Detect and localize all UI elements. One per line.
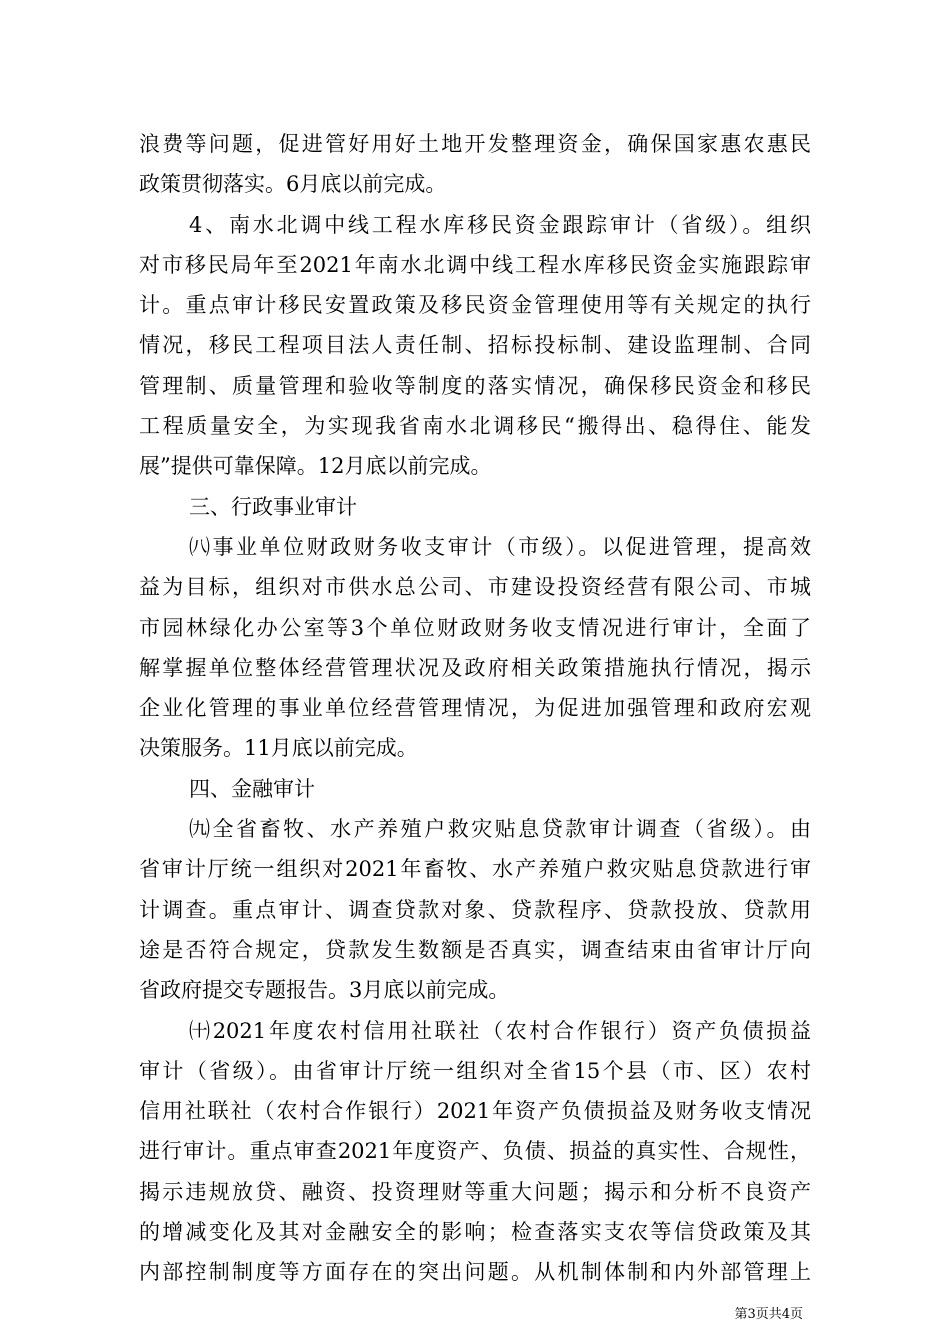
section-item-heading: ㈩2021年度农村信用社联社（农村合作银行）资产负债损益 <box>189 1018 811 1043</box>
section-item-heading: ㈨全省畜牧、水产养殖户救灾贴息贷款审计调查（省级）。由 <box>189 817 811 842</box>
document-body <box>139 124 811 1293</box>
text-line: 政策贯彻落实。6月底以前完成。 <box>139 172 447 197</box>
text-line: 企业化管理的事业单位经营管理情况，为促进加强管理和政府宏观 <box>139 696 811 721</box>
text-line: 益为目标，组织对市供水总公司、市建设投资经营有限公司、市城 <box>139 575 811 600</box>
text-line: 途是否符合规定，贷款发生数额是否真实，调查结束由省审计厅向 <box>139 937 811 962</box>
text-line: 审计（省级）。由省审计厅统一组织对全省15个县（市、区）农村 <box>139 1058 811 1083</box>
text-line: 省政府提交专题报告。3月底以前完成。 <box>139 978 510 1003</box>
text-line: 进行审计。重点审查2021年度资产、负债、损益的真实性、合规性， <box>139 1139 811 1164</box>
section-item-heading: ㈧事业单位财政财务收支审计（市级）。以促进管理，提高效 <box>189 534 811 559</box>
text-line: 解掌握单位整体经营管理状况及政府相关政策措施执行情况，揭示 <box>139 655 811 680</box>
section-item-heading: 4、南水北调中线工程水库移民资金跟踪审计（省级）。组织 <box>189 212 811 237</box>
text-line: 计。重点审计移民安置政策及移民资金管理使用等有关规定的执行 <box>139 293 811 318</box>
text-line: 揭示违规放贷、融资、投资理财等重大问题；揭示和分析不良资产 <box>139 1179 811 1204</box>
text-line: 管理制、质量管理和验收等制度的落实情况，确保移民资金和移民 <box>139 373 811 398</box>
text-line: 信用社联社（农村合作银行）2021年资产负债损益及财务收支情况 <box>139 1099 811 1124</box>
text-line: 省审计厅统一组织对2021年畜牧、水产养殖户救灾贴息贷款进行审 <box>139 857 811 882</box>
text-line: 决策服务。11月底以前完成。 <box>139 736 418 761</box>
text-line: 的增减变化及其对金融安全的影响；检查落实支农等信贷政策及其 <box>139 1220 811 1245</box>
text-line: 市园林绿化办公室等3个单位财政财务收支情况进行审计，全面了 <box>139 615 811 640</box>
section-heading: 三、行政事业审计 <box>189 494 357 519</box>
text-line: 计调查。重点审计、调查贷款对象、贷款程序、贷款投放、贷款用 <box>139 897 811 922</box>
text-line: 浪费等问题，促进管好用好土地开发整理资金，确保国家惠农惠民 <box>139 132 811 156</box>
text-line: 工程质量安全，为实现我省南水北调移民“搬得出、稳得住、能发 <box>139 414 811 439</box>
text-line: 情况，移民工程项目法人责任制、招标投标制、建设监理制、合同 <box>139 333 811 358</box>
page-number: 第3页共4页 <box>734 1307 803 1322</box>
text-line: 对市移民局年至2021年南水北调中线工程水库移民资金实施跟踪审 <box>139 252 811 277</box>
text-line: 内部控制制度等方面存在的突出问题。从机制体制和内外部管理上 <box>139 1260 811 1285</box>
section-heading: 四、金融审计 <box>189 776 315 801</box>
text-line: 展”提供可靠保障。12月底以前完成。 <box>139 454 492 479</box>
